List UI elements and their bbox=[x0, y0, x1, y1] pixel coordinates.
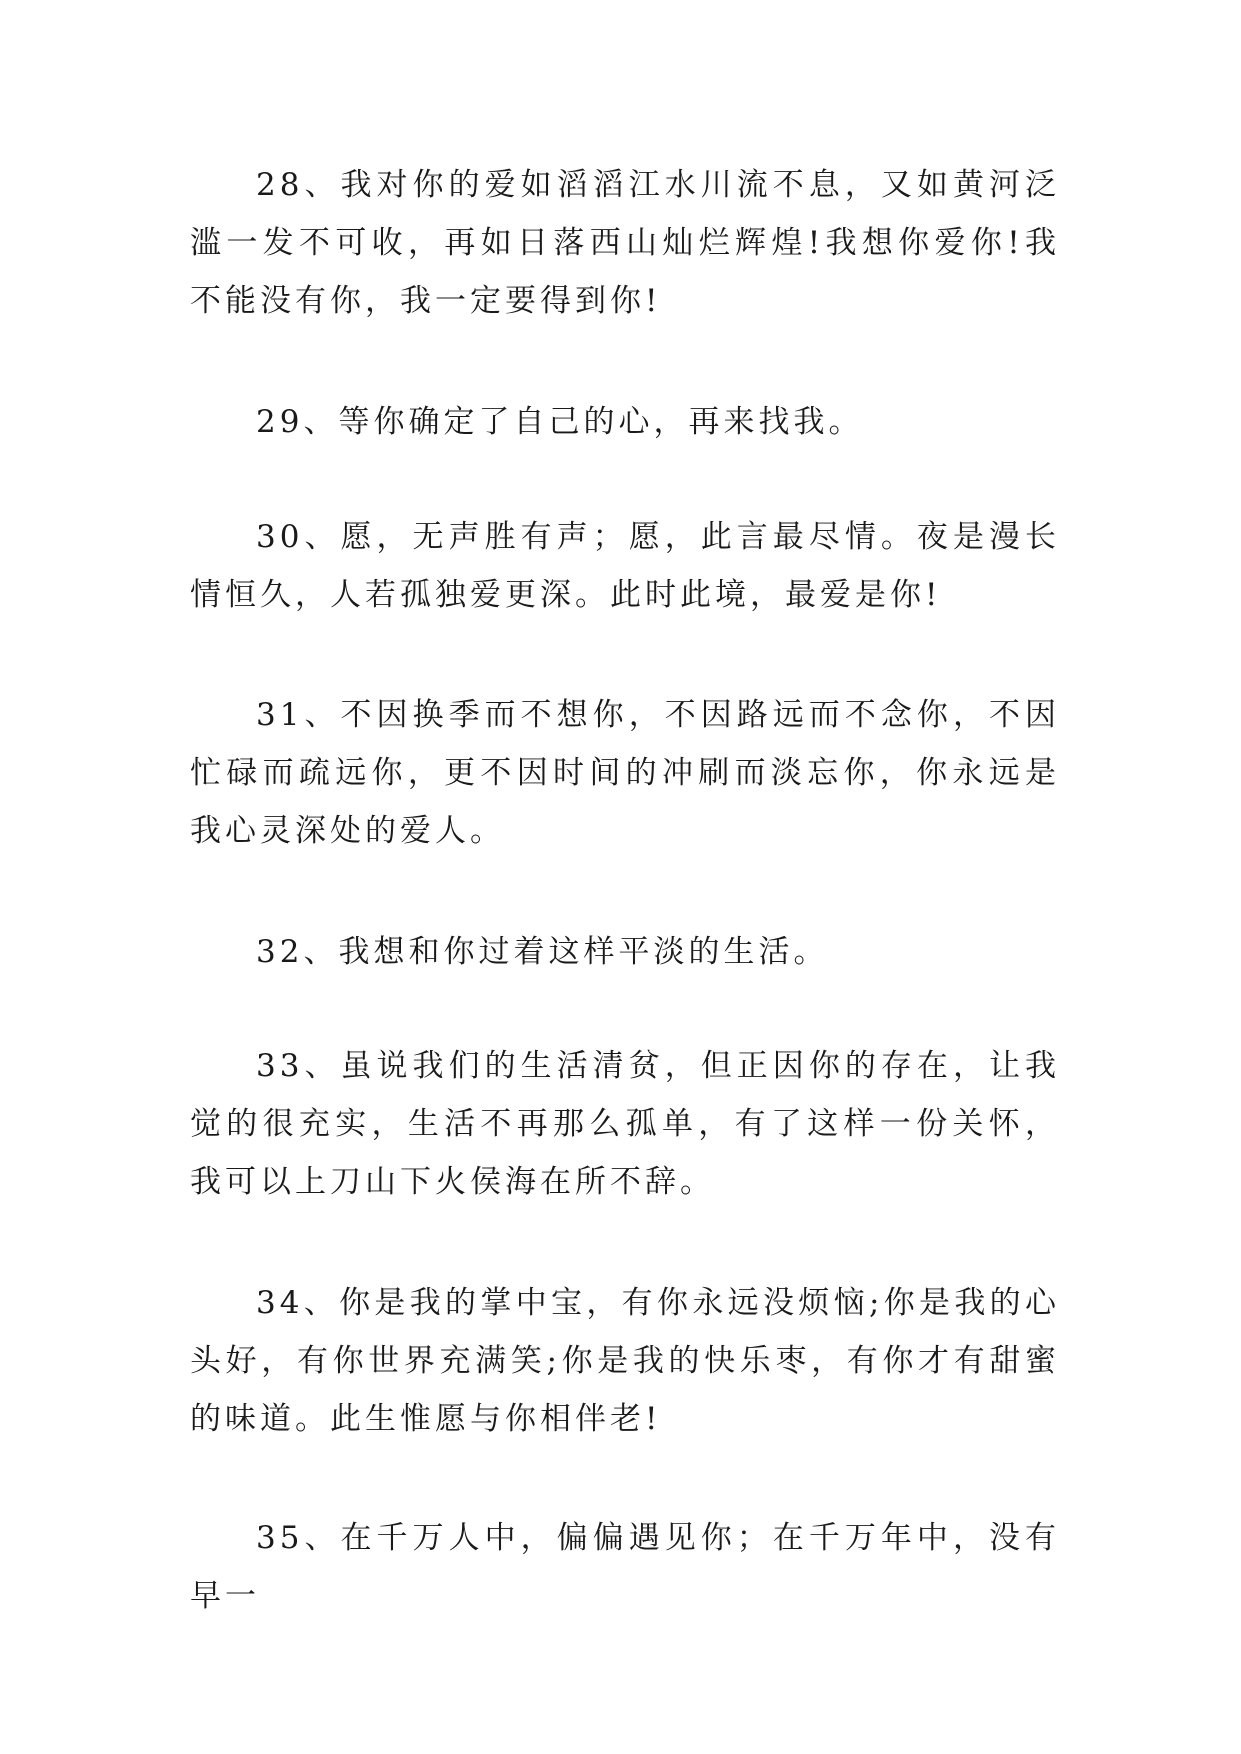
paragraph-34: 34、你是我的掌中宝，有你永远没烦恼;你是我的心头好，有你世界充满笑;你是我的快乐枣，有你才有甜蜜的味道。此生惟愿与你相伴老! bbox=[190, 1285, 1060, 1437]
paragraph-35: 35、在千万人中，偏偏遇见你；在千万年中，没有早一 bbox=[190, 1520, 1060, 1614]
paragraph-28: 28、我对你的爱如滔滔江水川流不息，又如黄河泛滥一发不可收，再如日落西山灿烂辉煌!我想你爱你!我不能没有你，我一定要得到你! bbox=[190, 167, 1060, 319]
paragraph-32: 32、我想和你过着这样平淡的生活。 bbox=[256, 934, 829, 970]
paragraph-29: 29、等你确定了自己的心，再来找我。 bbox=[256, 404, 864, 440]
paragraph-31: 31、不因换季而不想你，不因路远而不念你，不因忙碌而疏远你，更不因时间的冲刷而淡忘你，你永远是我心灵深处的爱人。 bbox=[190, 697, 1060, 849]
paragraph-33: 33、虽说我们的生活清贫，但正因你的存在，让我觉的很充实，生活不再那么孤单，有了这样一份关怀，我可以上刀山下火侯海在所不辞。 bbox=[190, 1048, 1060, 1200]
paragraph-30: 30、愿，无声胜有声；愿，此言最尽情。夜是漫长情恒久，人若孤独爱更深。此时此境，最爱是你! bbox=[190, 519, 1060, 613]
